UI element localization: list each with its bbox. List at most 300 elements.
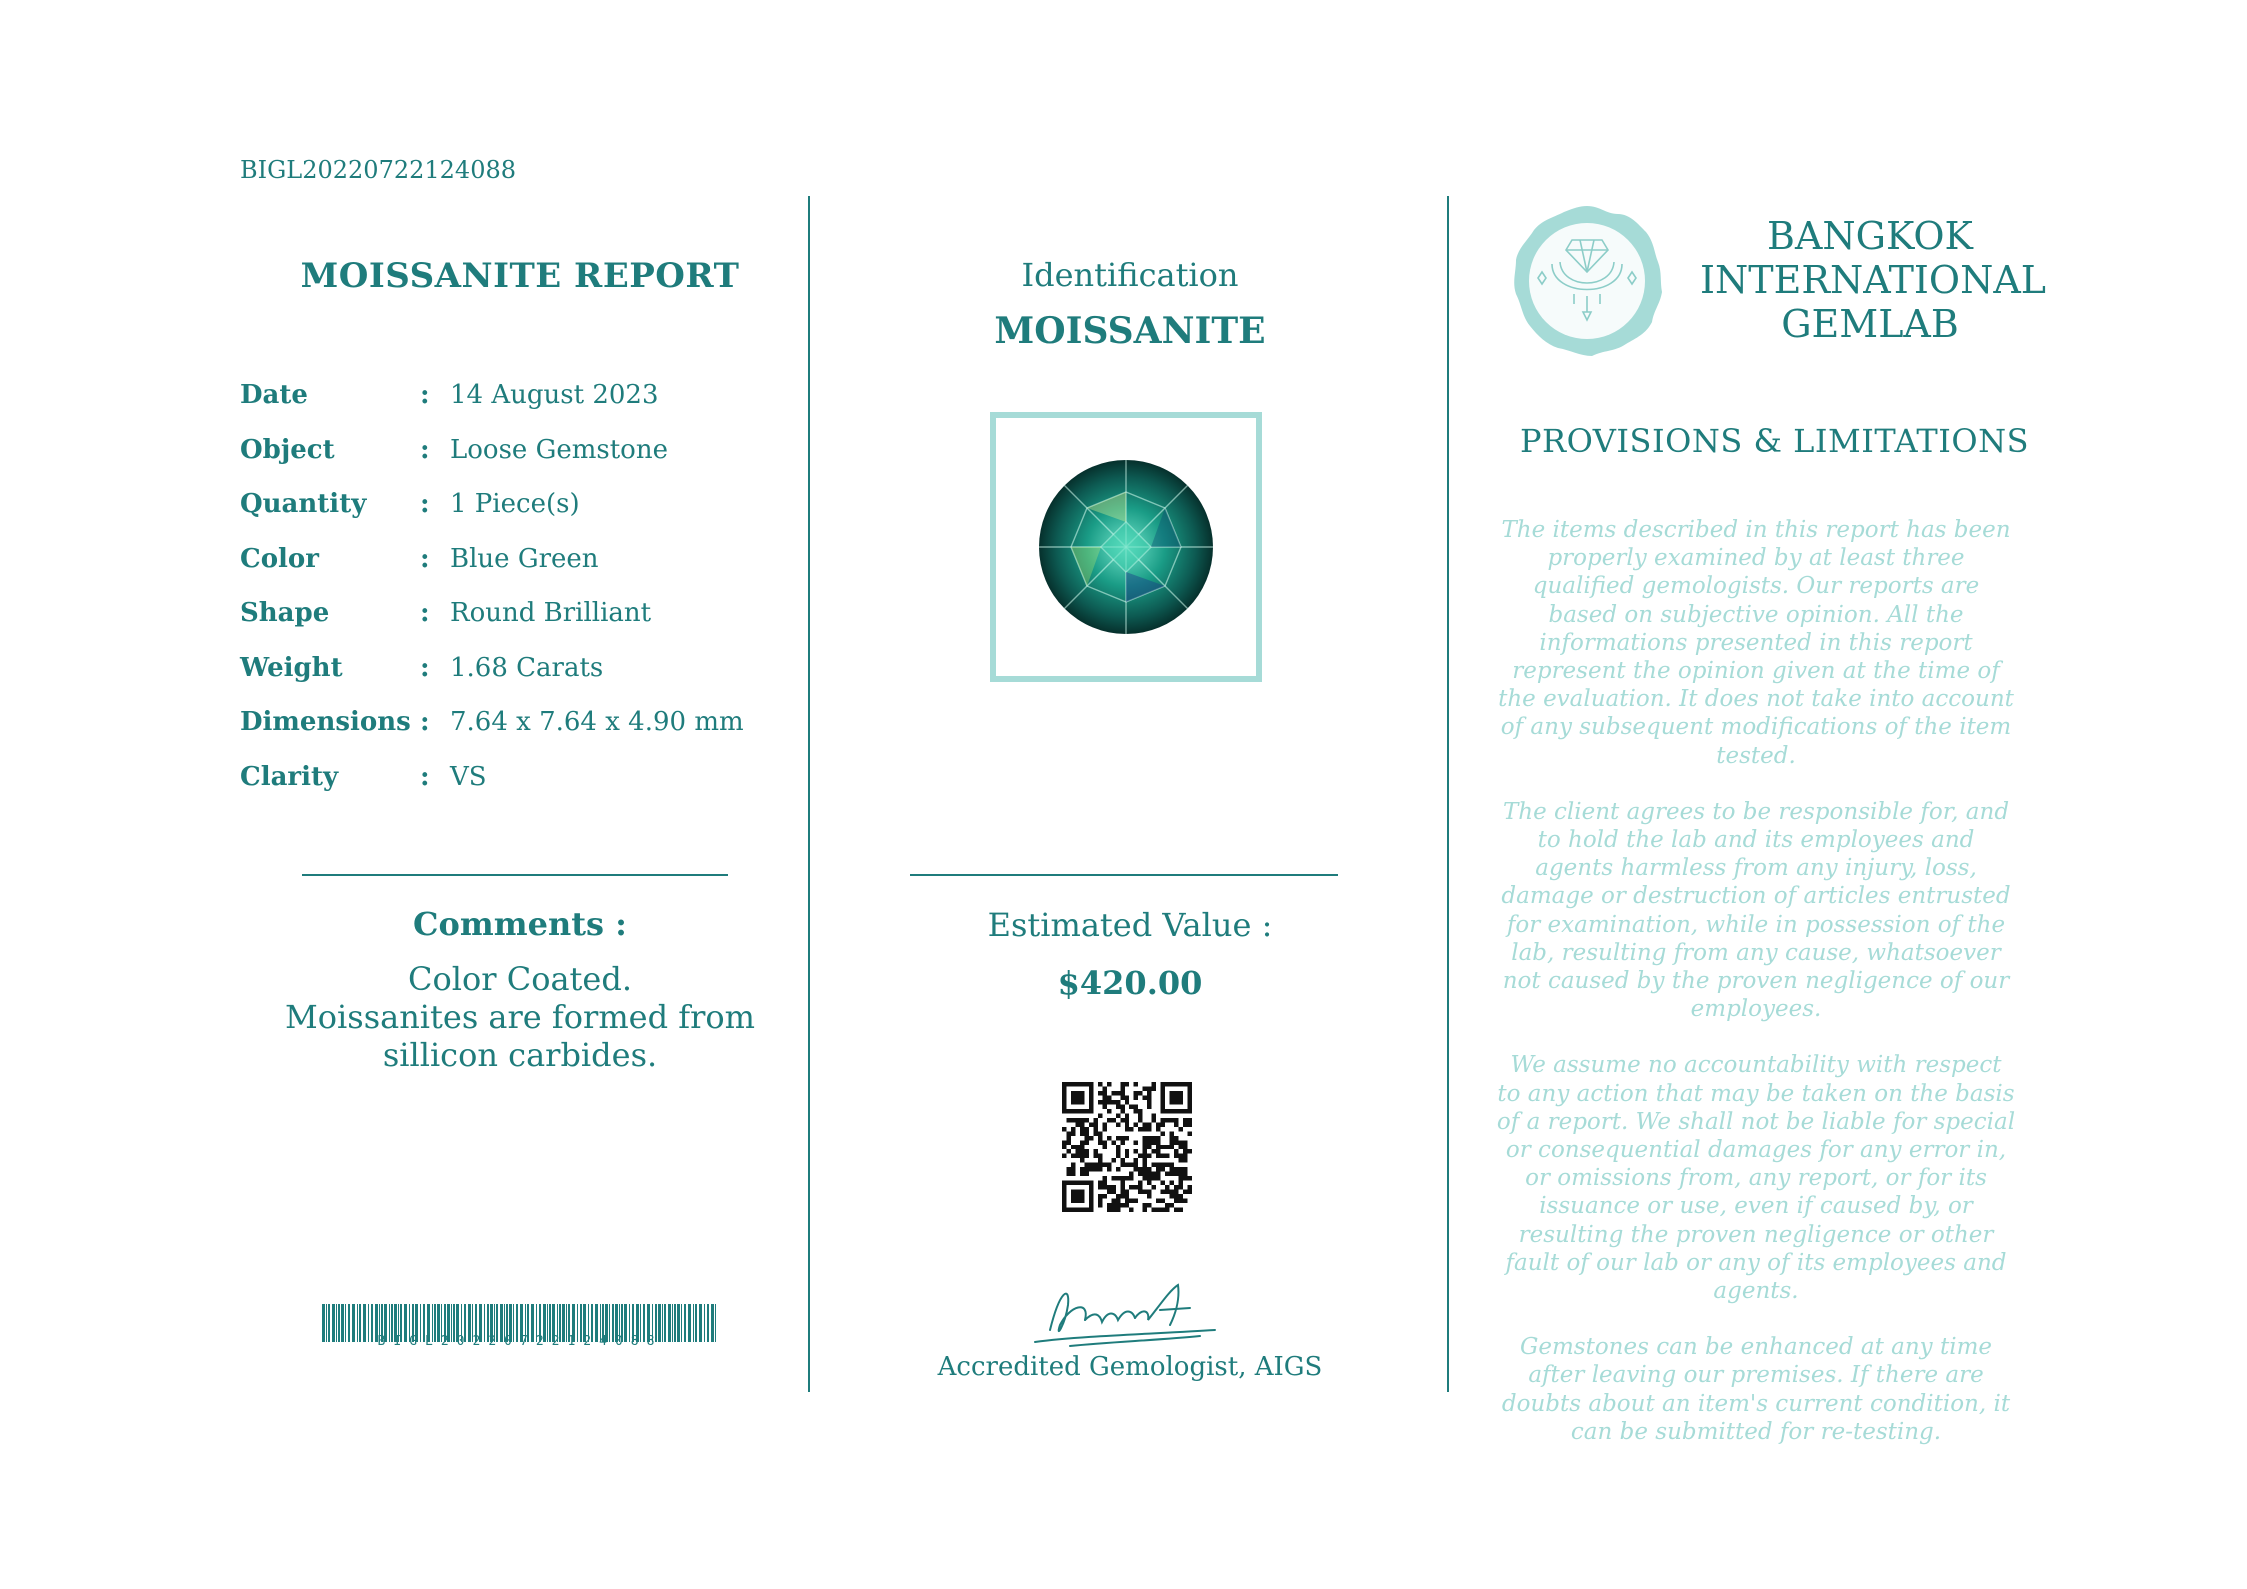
qr-module <box>1116 1122 1120 1126</box>
qr-module <box>1143 1122 1147 1126</box>
qr-module <box>1071 1181 1075 1185</box>
qr-module <box>1075 1208 1079 1212</box>
qr-module <box>1134 1185 1138 1189</box>
qr-module <box>1111 1176 1115 1180</box>
qr-module <box>1093 1118 1097 1122</box>
qr-module <box>1179 1100 1183 1104</box>
qr-module <box>1084 1082 1088 1086</box>
detail-row-dimensions <box>240 695 800 750</box>
detail-label: Clarity <box>240 761 339 792</box>
qr-code <box>1062 1082 1192 1212</box>
qr-module <box>1174 1208 1178 1212</box>
qr-module <box>1170 1145 1174 1149</box>
qr-module <box>1156 1154 1160 1158</box>
qr-module <box>1071 1091 1075 1095</box>
qr-module <box>1075 1091 1079 1095</box>
detail-row-date <box>240 368 800 423</box>
detail-separator: : <box>420 707 430 738</box>
qr-module <box>1125 1127 1129 1131</box>
qr-module <box>1111 1091 1115 1095</box>
qr-module <box>1080 1127 1084 1131</box>
qr-module <box>1125 1176 1129 1180</box>
qr-module <box>1174 1154 1178 1158</box>
qr-module <box>1174 1109 1178 1113</box>
qr-module <box>1147 1140 1151 1144</box>
qr-module <box>1089 1104 1093 1108</box>
qr-module <box>1147 1086 1151 1090</box>
qr-module <box>1125 1199 1129 1203</box>
detail-label: Dimensions <box>240 707 411 738</box>
qr-module <box>1156 1127 1160 1131</box>
qr-module <box>1170 1172 1174 1176</box>
qr-module <box>1080 1140 1084 1144</box>
qr-module <box>1098 1091 1102 1095</box>
qr-module <box>1165 1145 1169 1149</box>
qr-module <box>1062 1199 1066 1203</box>
qr-module <box>1161 1154 1165 1158</box>
qr-module <box>1179 1176 1183 1180</box>
qr-module <box>1174 1095 1178 1099</box>
qr-module <box>1134 1091 1138 1095</box>
qr-module <box>1111 1158 1115 1162</box>
qr-module <box>1129 1104 1133 1108</box>
qr-module <box>1062 1203 1066 1207</box>
qr-module <box>1084 1208 1088 1212</box>
qr-module <box>1174 1136 1178 1140</box>
qr-module <box>1111 1100 1115 1104</box>
qr-module <box>1183 1172 1187 1176</box>
qr-module <box>1071 1100 1075 1104</box>
qr-module <box>1080 1109 1084 1113</box>
qr-module <box>1183 1122 1187 1126</box>
qr-module <box>1165 1082 1169 1086</box>
qr-module <box>1129 1163 1133 1167</box>
qr-module <box>1174 1172 1178 1176</box>
detail-separator: : <box>420 543 430 574</box>
qr-module <box>1188 1185 1192 1189</box>
qr-module <box>1062 1109 1066 1113</box>
qr-module <box>1152 1140 1156 1144</box>
qr-module <box>1062 1140 1066 1144</box>
qr-module <box>1161 1091 1165 1095</box>
qr-module <box>1066 1118 1070 1122</box>
qr-module <box>1156 1208 1160 1212</box>
qr-module <box>1071 1082 1075 1086</box>
detail-value: Loose Gemstone <box>450 434 668 465</box>
qr-module <box>1161 1167 1165 1171</box>
qr-module <box>1084 1167 1088 1171</box>
qr-module <box>1143 1172 1147 1176</box>
qr-module <box>1098 1158 1102 1162</box>
qr-module <box>1183 1158 1187 1162</box>
comments-heading: Comments : <box>413 905 627 943</box>
qr-module <box>1143 1149 1147 1153</box>
qr-module <box>1102 1122 1106 1126</box>
detail-label: Date <box>240 380 308 411</box>
qr-module <box>1111 1199 1115 1203</box>
qr-module <box>1084 1131 1088 1135</box>
qr-module <box>1161 1190 1165 1194</box>
gemologist-signature <box>1030 1270 1220 1350</box>
qr-module <box>1170 1194 1174 1198</box>
qr-module <box>1080 1082 1084 1086</box>
qr-module <box>1080 1154 1084 1158</box>
qr-module <box>1107 1100 1111 1104</box>
qr-module <box>1134 1199 1138 1203</box>
qr-module <box>1120 1109 1124 1113</box>
qr-module <box>1188 1109 1192 1113</box>
qr-module <box>1179 1181 1183 1185</box>
qr-module <box>1165 1163 1169 1167</box>
qr-module <box>1107 1167 1111 1171</box>
qr-module <box>1161 1104 1165 1108</box>
qr-module <box>1143 1176 1147 1180</box>
qr-module <box>1080 1194 1084 1198</box>
qr-module <box>1179 1194 1183 1198</box>
qr-module <box>1170 1167 1174 1171</box>
qr-module <box>1084 1136 1088 1140</box>
qr-module <box>1179 1109 1183 1113</box>
qr-module <box>1138 1181 1142 1185</box>
qr-module <box>1107 1208 1111 1212</box>
qr-module <box>1066 1109 1070 1113</box>
qr-module <box>1071 1163 1075 1167</box>
qr-module <box>1116 1199 1120 1203</box>
qr-module <box>1089 1109 1093 1113</box>
qr-module <box>1071 1194 1075 1198</box>
qr-module <box>1062 1100 1066 1104</box>
qr-module <box>1120 1158 1124 1162</box>
qr-module <box>1125 1136 1129 1140</box>
qr-module <box>1116 1203 1120 1207</box>
qr-module <box>1152 1149 1156 1153</box>
qr-module <box>1170 1100 1174 1104</box>
qr-module <box>1080 1131 1084 1135</box>
qr-module <box>1102 1127 1106 1131</box>
qr-module <box>1120 1203 1124 1207</box>
qr-module <box>1161 1181 1165 1185</box>
qr-module <box>1089 1095 1093 1099</box>
qr-module <box>1129 1176 1133 1180</box>
qr-module <box>1080 1172 1084 1176</box>
qr-module <box>1170 1190 1174 1194</box>
qr-module <box>1143 1086 1147 1090</box>
qr-module <box>1138 1154 1142 1158</box>
qr-module <box>1179 1208 1183 1212</box>
qr-module <box>1138 1127 1142 1131</box>
qr-module <box>1170 1181 1174 1185</box>
qr-module <box>1138 1113 1142 1117</box>
qr-module <box>1089 1181 1093 1185</box>
qr-module <box>1147 1091 1151 1095</box>
qr-module <box>1080 1199 1084 1203</box>
qr-module <box>1075 1095 1079 1099</box>
qr-module <box>1125 1122 1129 1126</box>
qr-module <box>1156 1163 1160 1167</box>
qr-module <box>1156 1145 1160 1149</box>
qr-module <box>1179 1082 1183 1086</box>
detail-label: Object <box>240 434 335 465</box>
qr-module <box>1075 1118 1079 1122</box>
qr-module <box>1147 1136 1151 1140</box>
qr-module <box>1089 1100 1093 1104</box>
qr-module <box>1116 1149 1120 1153</box>
qr-module <box>1170 1163 1174 1167</box>
qr-module <box>1134 1140 1138 1144</box>
qr-module <box>1152 1113 1156 1117</box>
qr-module <box>1075 1154 1079 1158</box>
qr-module <box>1147 1145 1151 1149</box>
qr-module <box>1134 1109 1138 1113</box>
qr-module <box>1120 1185 1124 1189</box>
qr-module <box>1084 1149 1088 1153</box>
qr-module <box>1093 1163 1097 1167</box>
qr-module <box>1084 1109 1088 1113</box>
qr-module <box>1125 1203 1129 1207</box>
qr-module <box>1062 1145 1066 1149</box>
qr-module <box>1120 1086 1124 1090</box>
qr-module <box>1143 1208 1147 1212</box>
qr-module <box>1062 1104 1066 1108</box>
qr-module <box>1066 1136 1070 1140</box>
qr-module <box>1125 1100 1129 1104</box>
comments-line: Moissanites are formed from sillicon carbides. <box>285 998 755 1074</box>
identification-value: MOISSANITE <box>994 310 1266 352</box>
qr-module <box>1071 1095 1075 1099</box>
qr-module <box>1102 1181 1106 1185</box>
lab-name <box>1700 214 2047 346</box>
estimated-value-amount: $420.00 <box>1057 964 1203 1002</box>
qr-module <box>1174 1082 1178 1086</box>
qr-module <box>1066 1131 1070 1135</box>
qr-module <box>1075 1100 1079 1104</box>
qr-module <box>1188 1149 1192 1153</box>
qr-module <box>1143 1145 1147 1149</box>
qr-module <box>1143 1158 1147 1162</box>
qr-module <box>1179 1199 1183 1203</box>
detail-separator: : <box>420 380 430 411</box>
qr-module <box>1120 1104 1124 1108</box>
qr-module <box>1156 1149 1160 1153</box>
qr-module <box>1107 1203 1111 1207</box>
qr-module <box>1179 1095 1183 1099</box>
qr-module <box>1116 1100 1120 1104</box>
qr-module <box>1080 1100 1084 1104</box>
qr-module <box>1147 1104 1151 1108</box>
left-divider <box>302 874 728 876</box>
qr-module <box>1179 1091 1183 1095</box>
qr-module <box>1071 1199 1075 1203</box>
qr-module <box>1102 1104 1106 1108</box>
qr-module <box>1098 1136 1102 1140</box>
qr-module <box>1089 1091 1093 1095</box>
qr-module <box>1152 1185 1156 1189</box>
qr-module <box>1066 1181 1070 1185</box>
qr-module <box>1102 1194 1106 1198</box>
qr-module <box>1120 1095 1124 1099</box>
qr-module <box>1179 1145 1183 1149</box>
qr-module <box>1080 1181 1084 1185</box>
qr-module <box>1107 1082 1111 1086</box>
qr-module <box>1170 1082 1174 1086</box>
qr-module <box>1098 1113 1102 1117</box>
qr-module <box>1188 1082 1192 1086</box>
qr-module <box>1165 1172 1169 1176</box>
qr-module <box>1174 1149 1178 1153</box>
qr-module <box>1161 1145 1165 1149</box>
column-divider <box>1447 196 1449 1392</box>
qr-module <box>1188 1091 1192 1095</box>
qr-module <box>1138 1118 1142 1122</box>
qr-module <box>1183 1176 1187 1180</box>
qr-module <box>1098 1203 1102 1207</box>
qr-module <box>1075 1082 1079 1086</box>
detail-row-clarity <box>240 750 800 805</box>
qr-module <box>1084 1127 1088 1131</box>
comments-text <box>240 960 800 1074</box>
detail-value: Round Brilliant <box>450 598 652 629</box>
qr-module <box>1107 1185 1111 1189</box>
qr-module <box>1143 1203 1147 1207</box>
qr-module <box>1165 1118 1169 1122</box>
provisions-paragraph: The items described in this report has been properly examined by at least three qualified gemologists. Our reports are based on subjective opinion. All the informations presented in this report represent the opinion given at the time of the evaluation. It does not take into account of any subsequent modifications of the item tested. <box>1498 517 2014 769</box>
qr-module <box>1188 1131 1192 1135</box>
qr-module <box>1066 1167 1070 1171</box>
qr-module <box>1062 1095 1066 1099</box>
qr-module <box>1138 1167 1142 1171</box>
qr-module <box>1125 1194 1129 1198</box>
qr-module <box>1084 1181 1088 1185</box>
qr-module <box>1080 1158 1084 1162</box>
qr-module <box>1120 1194 1124 1198</box>
qr-module <box>1188 1190 1192 1194</box>
qr-module <box>1089 1082 1093 1086</box>
qr-module <box>1147 1122 1151 1126</box>
qr-module <box>1188 1122 1192 1126</box>
qr-module <box>1066 1140 1070 1144</box>
qr-module <box>1161 1095 1165 1099</box>
qr-module <box>1062 1185 1066 1189</box>
qr-module <box>1071 1145 1075 1149</box>
qr-module <box>1071 1154 1075 1158</box>
qr-module <box>1183 1118 1187 1122</box>
qr-module <box>1138 1190 1142 1194</box>
qr-module <box>1080 1118 1084 1122</box>
qr-module <box>1125 1190 1129 1194</box>
detail-row-shape <box>240 586 800 641</box>
qr-module <box>1116 1154 1120 1158</box>
report-title: MOISSANITE REPORT <box>300 256 740 296</box>
detail-label: Quantity <box>240 489 367 520</box>
qr-module <box>1120 1118 1124 1122</box>
qr-module <box>1120 1136 1124 1140</box>
qr-module <box>1107 1095 1111 1099</box>
qr-module <box>1107 1109 1111 1113</box>
qr-module <box>1125 1163 1129 1167</box>
qr-module <box>1062 1190 1066 1194</box>
qr-module <box>1165 1154 1169 1158</box>
qr-module <box>1098 1167 1102 1171</box>
detail-value: 1.68 Carats <box>450 652 604 683</box>
qr-module <box>1143 1127 1147 1131</box>
qr-module <box>1071 1172 1075 1176</box>
qr-module <box>1161 1118 1165 1122</box>
qr-module <box>1152 1176 1156 1180</box>
qr-module <box>1116 1194 1120 1198</box>
qr-module <box>1147 1203 1151 1207</box>
qr-module <box>1089 1122 1093 1126</box>
provisions-paragraph: The client agrees to be responsible for, and to hold the lab and its employees and agents harmless from any injury, loss, damage or destruction of articles entrusted for examination, while in possession of the lab, resulting from any cause, whatsoever not caused by the proven negligence of our employees. <box>1501 798 2011 1023</box>
detail-row-quantity <box>240 477 800 532</box>
qr-module <box>1165 1208 1169 1212</box>
qr-module <box>1071 1167 1075 1171</box>
qr-module <box>1093 1167 1097 1171</box>
qr-module <box>1089 1199 1093 1203</box>
qr-module <box>1174 1190 1178 1194</box>
qr-module <box>1080 1208 1084 1212</box>
qr-module <box>1098 1100 1102 1104</box>
qr-module <box>1174 1122 1178 1126</box>
qr-module <box>1098 1199 1102 1203</box>
identification-label: Identification <box>1021 256 1239 294</box>
qr-module <box>1125 1082 1129 1086</box>
detail-value: 1 Piece(s) <box>450 489 580 520</box>
qr-module <box>1107 1136 1111 1140</box>
qr-module <box>1147 1172 1151 1176</box>
qr-module <box>1102 1100 1106 1104</box>
qr-module <box>1093 1131 1097 1135</box>
qr-module <box>1098 1194 1102 1198</box>
qr-module <box>1179 1172 1183 1176</box>
qr-module <box>1089 1194 1093 1198</box>
qr-module <box>1125 1095 1129 1099</box>
qr-module <box>1174 1118 1178 1122</box>
qr-module <box>1134 1095 1138 1099</box>
qr-module <box>1152 1082 1156 1086</box>
qr-module <box>1080 1190 1084 1194</box>
qr-module <box>1188 1100 1192 1104</box>
qr-module <box>1147 1127 1151 1131</box>
qr-module <box>1125 1149 1129 1153</box>
qr-module <box>1174 1091 1178 1095</box>
qr-module <box>1170 1136 1174 1140</box>
qr-module <box>1183 1167 1187 1171</box>
qr-module <box>1147 1100 1151 1104</box>
qr-module <box>1134 1082 1138 1086</box>
qr-module <box>1174 1199 1178 1203</box>
qr-module <box>1170 1140 1174 1144</box>
qr-module <box>1075 1149 1079 1153</box>
qr-module <box>1134 1122 1138 1126</box>
qr-module <box>1111 1203 1115 1207</box>
qr-module <box>1152 1208 1156 1212</box>
qr-module <box>1147 1176 1151 1180</box>
qr-module <box>1089 1163 1093 1167</box>
qr-module <box>1075 1145 1079 1149</box>
report-number: BIGL20220722124088 <box>240 156 516 184</box>
qr-module <box>1107 1190 1111 1194</box>
qr-module <box>1062 1091 1066 1095</box>
qr-module <box>1089 1208 1093 1212</box>
qr-module <box>1098 1140 1102 1144</box>
qr-module <box>1084 1140 1088 1144</box>
qr-module <box>1183 1149 1187 1153</box>
qr-module <box>1089 1136 1093 1140</box>
qr-module <box>1102 1091 1106 1095</box>
qr-module <box>1089 1086 1093 1090</box>
qr-module <box>1107 1118 1111 1122</box>
qr-module <box>1080 1091 1084 1095</box>
